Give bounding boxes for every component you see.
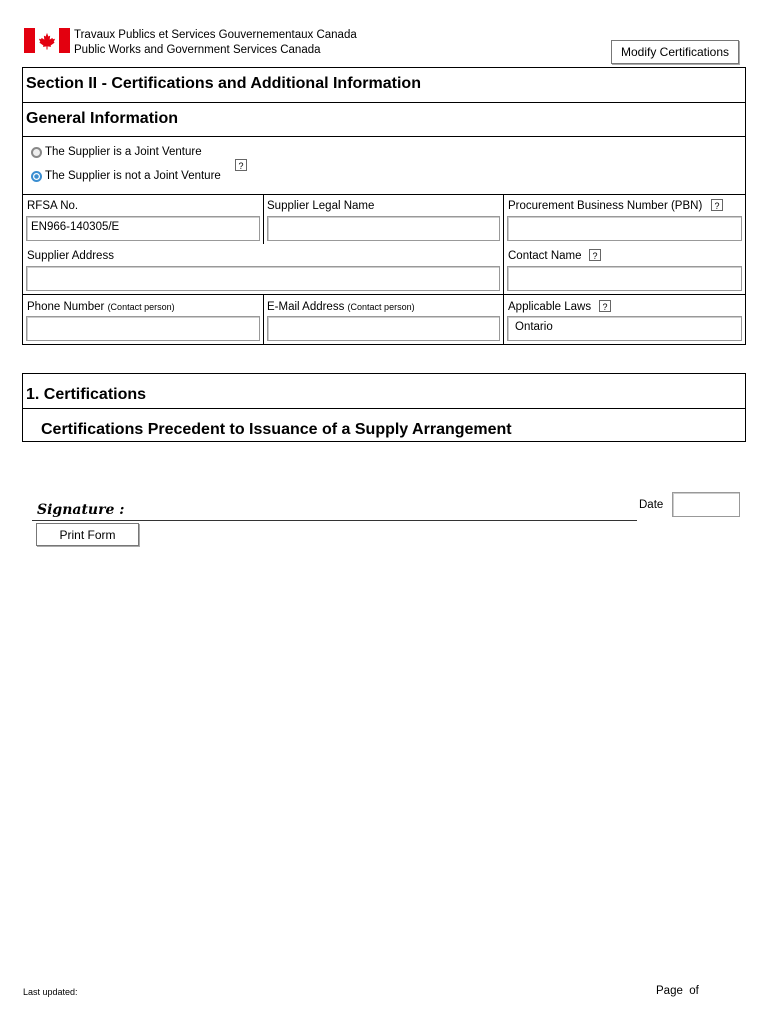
joint-venture-label: The Supplier is a Joint Venture [45,146,202,158]
applicable-laws-field[interactable]: Ontario [507,316,742,341]
radio-joint-venture[interactable] [31,147,42,158]
email-sub-label: (Contact person) [347,302,415,312]
department-name-fr: Travaux Publics et Services Gouvernementaux Canada [74,29,357,41]
certifications-title: 1. Certifications [26,386,147,403]
address-field[interactable] [26,266,500,291]
contact-name-field[interactable] [507,266,742,291]
date-label: Date [639,499,664,511]
address-label: Supplier Address [27,250,114,262]
date-field[interactable] [672,492,740,517]
last-updated-label: Last updated: [23,987,78,997]
joint-venture-option[interactable] [31,146,202,158]
contact-name-help-icon[interactable]: ? [589,249,601,261]
phone-sub-label: (Contact person) [107,302,175,312]
page-of-label: Page of [656,985,699,997]
pbn-label: Procurement Business Number (PBN) [508,200,703,212]
contact-name-label: Contact Name [508,250,582,262]
signature-label: Signature : [37,502,125,518]
section-ii-title: Section II - Certifications and Additional Information [26,75,421,92]
department-name-en: Public Works and Government Services Canada [74,44,321,56]
pbn-help-icon[interactable]: ? [711,199,723,211]
email-field[interactable] [267,316,500,341]
email-label [267,301,415,313]
department-name [74,28,357,58]
radio-not-joint-venture[interactable] [31,171,42,182]
rfsa-label: RFSA No. [27,200,79,212]
print-form-button[interactable]: Print Form [36,523,139,546]
legal-name-label: Supplier Legal Name [267,200,375,212]
not-joint-venture-option[interactable] [31,170,221,182]
certifications-subtitle: Certifications Precedent to Issuance of a Supply Arrangement [41,421,512,438]
pbn-field[interactable] [507,216,742,241]
signature-line [32,520,637,521]
applicable-laws-label: Applicable Laws [508,301,592,313]
email-label-text: E-Mail Address [267,301,345,313]
legal-name-field[interactable] [267,216,500,241]
not-joint-venture-label: The Supplier is not a Joint Venture [45,170,221,182]
phone-label [27,301,175,313]
phone-label-text: Phone Number [27,301,105,313]
phone-field[interactable] [26,316,260,341]
applicable-laws-help-icon[interactable]: ? [599,300,611,312]
modify-certifications-button[interactable]: Modify Certifications [611,40,739,64]
joint-venture-help-icon[interactable]: ? [235,159,247,171]
general-information-heading: General Information [26,110,179,127]
canada-flag-icon [24,28,70,53]
rfsa-field[interactable]: EN966-140305/E [26,216,260,241]
